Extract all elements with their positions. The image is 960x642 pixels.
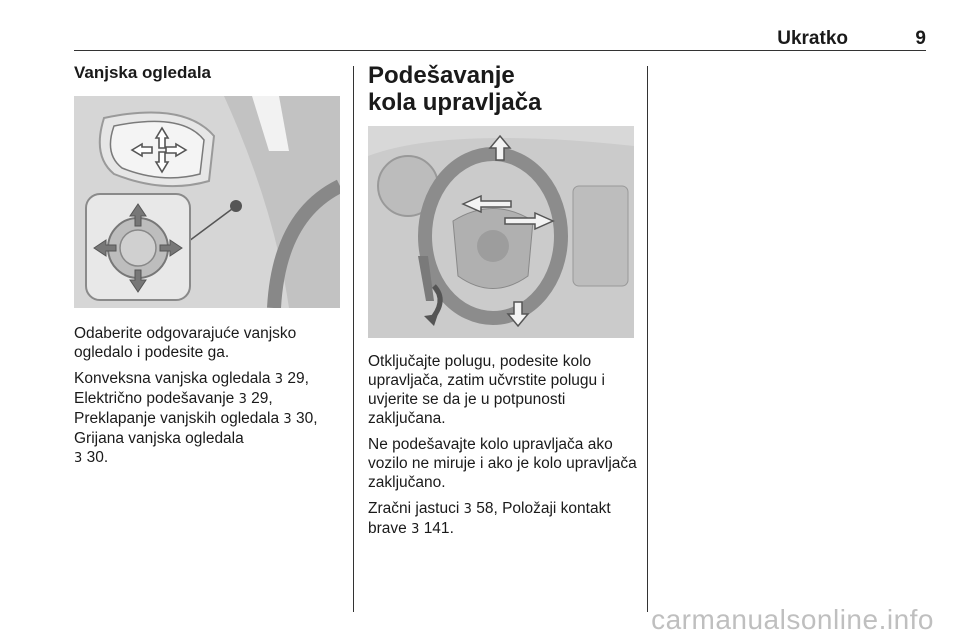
header-rule (74, 50, 926, 51)
steering-references: Zračni jastuci 3 58, Položaji kontakt brave 3 141. (368, 500, 611, 537)
left-column (74, 62, 344, 475)
steering-warning: Ne podešavajte kolo upravljača ako vozilo ne miruje i ako je kolo upravljača zaključano. (368, 436, 637, 491)
page-ref-icon: 3 (274, 372, 284, 387)
page-ref-icon: 3 (283, 412, 292, 427)
column-divider-right (647, 66, 648, 612)
page-ref-icon: 3 (463, 502, 472, 517)
page-ref-icon: 3 (411, 522, 420, 537)
mirror-instruction: Odaberite odgovarajuće vanjsko ogledalo i podesite ga. (74, 325, 297, 361)
right-column (368, 62, 638, 546)
page-header (74, 28, 926, 48)
mirror-references: Konveksna vanjska ogledala 3 29, Električno podešavanje 3 29, Preklapanje vanjskih ogledala 3 30, Grijana vanjska ogledala 3 30. (74, 370, 318, 466)
page-number: 9 (915, 28, 926, 49)
section-title: Ukratko (777, 28, 848, 49)
page-ref-icon: 3 (238, 392, 247, 407)
page-ref-icon: 3 (74, 451, 83, 466)
watermark: carmanualsonline.info (651, 604, 934, 635)
heading-mirrors: Vanjska ogledala (74, 63, 212, 82)
steering-instruction: Otključajte polugu, podesite kolo upravljača, zatim učvrstite polugu i uvjerite se da je u potpunosti zaključana. (368, 353, 605, 427)
steering-illustration (368, 126, 634, 338)
column-divider-left (353, 66, 354, 612)
mirror-illustration (74, 96, 340, 308)
heading-steering: Podešavanje kola upravljača (368, 62, 542, 116)
